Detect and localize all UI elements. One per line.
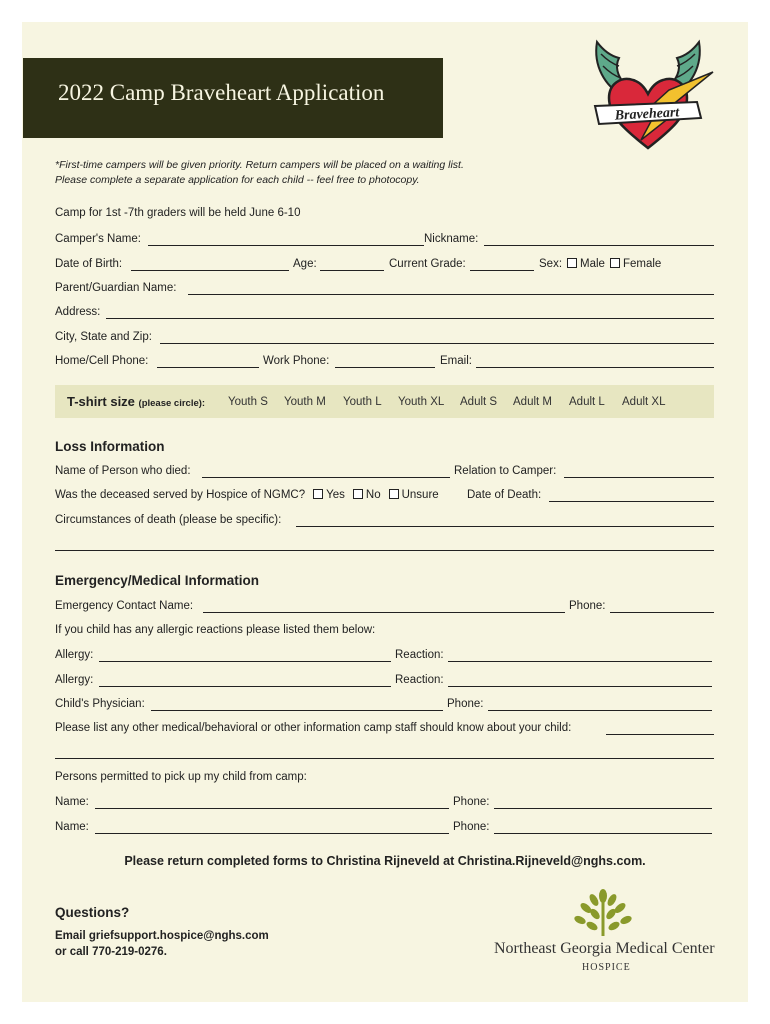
intro-notes <box>55 158 464 188</box>
title-banner <box>23 58 443 138</box>
size-youth-xl[interactable]: Youth XL <box>398 396 445 408</box>
logo-text: Braveheart <box>614 105 680 124</box>
age-field[interactable] <box>320 270 384 271</box>
hospice-no-checkbox[interactable] <box>353 489 363 499</box>
relation-field[interactable] <box>564 477 714 478</box>
allergy-field-2[interactable] <box>99 686 391 687</box>
tshirt-size-bar <box>55 385 714 418</box>
contact-phone: or call 770-219-0276. <box>55 946 167 958</box>
pickup-phone-label-1: Phone: <box>453 796 490 808</box>
braveheart-logo <box>585 36 717 154</box>
pickup-phone-field-1[interactable] <box>494 808 712 809</box>
death-date-field[interactable] <box>549 501 714 502</box>
hospice-unsure-label: Unsure <box>401 489 439 501</box>
deceased-name-field[interactable] <box>202 477 450 478</box>
pickup-name-field-1[interactable] <box>95 808 449 809</box>
address-label: Address: <box>55 306 101 318</box>
size-youth-l[interactable]: Youth L <box>343 396 382 408</box>
grade-label: Current Grade: <box>389 258 466 270</box>
address-field[interactable] <box>106 318 714 319</box>
sex-label: Sex: <box>539 258 563 270</box>
nickname-field[interactable] <box>484 245 714 246</box>
circumstances-label: Circumstances of death (please be specific): <box>55 514 282 526</box>
city-label: City, State and Zip: <box>55 331 152 343</box>
size-adult-xl[interactable]: Adult XL <box>622 396 666 408</box>
emergency-phone-label: Phone: <box>569 600 606 612</box>
loss-heading: Loss Information <box>55 439 165 454</box>
hospice-question <box>55 489 439 501</box>
death-date-label: Date of Death: <box>467 489 542 501</box>
allergy-intro: If you child has any allergic reactions please listed them below: <box>55 624 376 636</box>
work-phone-label: Work Phone: <box>263 355 330 367</box>
hospice-no-label: No <box>365 489 381 501</box>
other-info-label: Please list any other medical/behavioral or other information camp staff should know about your child: <box>55 722 572 734</box>
home-phone-label: Home/Cell Phone: <box>55 355 149 367</box>
camper-name-field[interactable] <box>148 245 424 246</box>
dob-field[interactable] <box>131 270 289 271</box>
questions-heading: Questions? <box>55 905 130 920</box>
dob-label: Date of Birth: <box>55 258 123 270</box>
email-label: Email: <box>440 355 472 367</box>
intro-line-photocopy: Please complete a separate application for each child -- feel free to photocopy. <box>55 174 420 186</box>
pickup-phone-label-2: Phone: <box>453 821 490 833</box>
sex-group <box>539 258 661 270</box>
size-adult-s[interactable]: Adult S <box>460 396 498 408</box>
nghs-leaf-logo-icon <box>570 888 636 938</box>
allergy-label-2: Allergy: <box>55 674 94 686</box>
emergency-contact-label: Emergency Contact Name: <box>55 600 194 612</box>
contact-info <box>55 928 269 960</box>
emergency-contact-field[interactable] <box>203 612 565 613</box>
physician-label: Child's Physician: <box>55 698 145 710</box>
pickup-name-label-2: Name: <box>55 821 89 833</box>
reaction-field-2[interactable] <box>448 686 712 687</box>
size-youth-m[interactable]: Youth M <box>284 396 326 408</box>
male-checkbox[interactable] <box>567 258 577 268</box>
contact-email[interactable]: Email griefsupport.hospice@nghs.com <box>55 930 269 942</box>
city-field[interactable] <box>160 343 714 344</box>
male-label: Male <box>580 258 605 270</box>
org-subtitle: HOSPICE <box>582 962 631 973</box>
pickup-name-label-1: Name: <box>55 796 89 808</box>
size-youth-s[interactable]: Youth S <box>228 396 268 408</box>
intro-line-priority: *First-time campers will be given priority. Return campers will be placed on a waiting list. <box>55 159 464 171</box>
email-field[interactable] <box>476 367 714 368</box>
hospice-unsure-checkbox[interactable] <box>389 489 399 499</box>
female-checkbox[interactable] <box>610 258 620 268</box>
emergency-phone-field[interactable] <box>610 612 714 613</box>
reaction-label-1: Reaction: <box>395 649 444 661</box>
circumstances-field[interactable] <box>296 526 714 527</box>
reaction-field-1[interactable] <box>448 661 712 662</box>
pickup-phone-field-2[interactable] <box>494 833 712 834</box>
emergency-heading: Emergency/Medical Information <box>55 573 260 588</box>
physician-phone-field[interactable] <box>488 710 712 711</box>
camper-name-label: Camper's Name: <box>55 233 141 245</box>
allergy-label-1: Allergy: <box>55 649 94 661</box>
relation-label: Relation to Camper: <box>454 465 557 477</box>
tshirt-note: (please circle): <box>138 398 206 409</box>
female-label: Female <box>622 258 662 270</box>
allergy-field-1[interactable] <box>99 661 391 662</box>
hospice-label: Was the deceased served by Hospice of NGMC? <box>55 489 306 501</box>
age-label: Age: <box>293 258 317 270</box>
hospice-yes-label: Yes <box>326 489 345 501</box>
physician-field[interactable] <box>151 710 443 711</box>
home-phone-field[interactable] <box>157 367 259 368</box>
size-adult-l[interactable]: Adult L <box>569 396 605 408</box>
org-name: Northeast Georgia Medical Center <box>494 940 715 957</box>
other-info-field[interactable] <box>606 734 714 735</box>
work-phone-field[interactable] <box>335 367 435 368</box>
tshirt-title: T-shirt size <box>67 394 135 409</box>
circumstances-field-line2[interactable] <box>55 550 714 551</box>
physician-phone-label: Phone: <box>447 698 484 710</box>
deceased-name-label: Name of Person who died: <box>55 465 191 477</box>
size-adult-m[interactable]: Adult M <box>513 396 552 408</box>
nickname-label: Nickname: <box>424 233 479 245</box>
reaction-label-2: Reaction: <box>395 674 444 686</box>
pickup-name-field-2[interactable] <box>95 833 449 834</box>
page-title: 2022 Camp Braveheart Application <box>58 80 385 105</box>
parent-field[interactable] <box>188 294 714 295</box>
hospice-yes-checkbox[interactable] <box>313 489 323 499</box>
parent-label: Parent/Guardian Name: <box>55 282 177 294</box>
camp-dates: Camp for 1st -7th graders will be held June 6-10 <box>55 207 301 219</box>
tshirt-label <box>67 394 205 409</box>
other-info-field-line2[interactable] <box>55 758 714 759</box>
return-instructions: Please return completed forms to Christina Rijneveld at Christina.Rijneveld@nghs.com. <box>124 854 646 868</box>
grade-field[interactable] <box>470 270 534 271</box>
pickup-intro: Persons permitted to pick up my child from camp: <box>55 771 307 783</box>
